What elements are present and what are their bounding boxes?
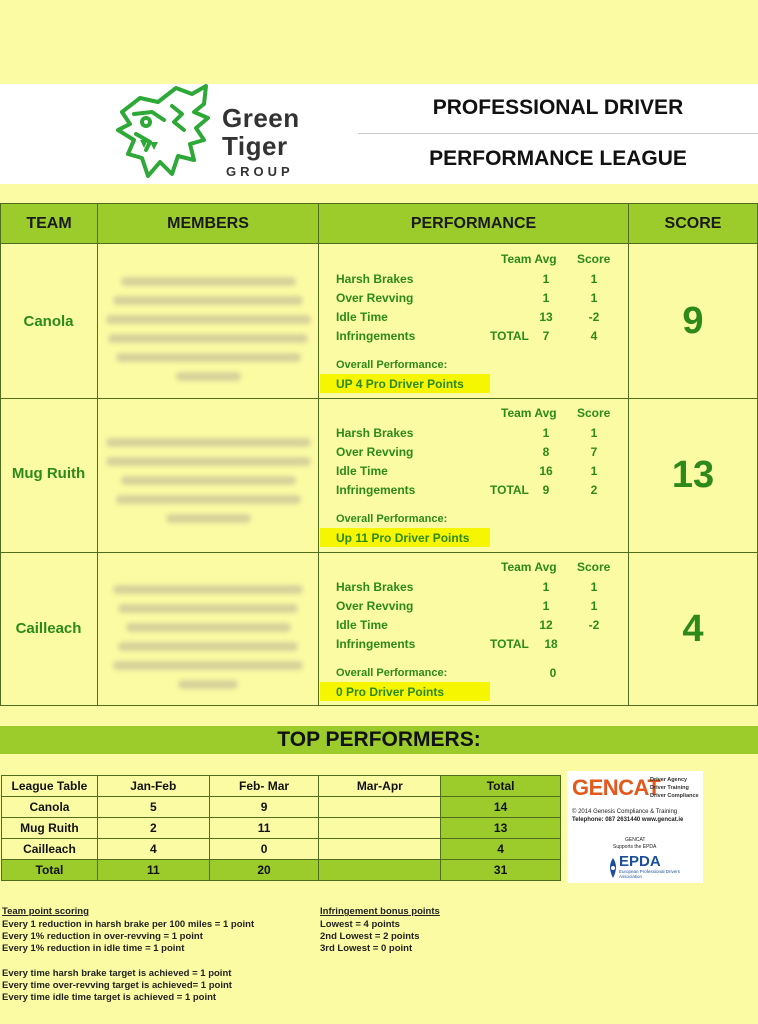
- team-avg-value: 1: [542, 599, 550, 613]
- team-avg-value: 1: [542, 426, 550, 440]
- page-title-line1: PROFESSIONAL DRIVER: [432, 96, 684, 119]
- metric-label: Over Revving: [336, 599, 414, 613]
- brand-name-line3: GROUP: [226, 164, 294, 179]
- league-team-cell: Total: [2, 860, 98, 881]
- overall-performance-badge: Up 11 Pro Driver Points: [320, 528, 490, 547]
- team-scoring-rule: Every 1% reduction in idle time = 1 point: [2, 943, 185, 954]
- league-header-cell: League Table: [2, 776, 98, 797]
- metric-label: Idle Time: [336, 618, 388, 632]
- overall-performance-label: Overall Performance:: [336, 359, 448, 371]
- league-team-cell: Canola: [2, 797, 98, 818]
- gencat-supports-line1: GENCAT: [625, 837, 646, 843]
- metric-score: 1: [590, 599, 598, 613]
- metric-label: Over Revving: [336, 291, 414, 305]
- league-total-cell: 4: [441, 839, 561, 860]
- league-table: [1, 775, 561, 881]
- team-avg-value: 16: [539, 464, 553, 478]
- members-list-redacted: [104, 277, 312, 391]
- table-row: [2, 818, 561, 839]
- column-divider: [97, 203, 98, 706]
- overall-performance-label: Overall Performance:: [336, 667, 448, 679]
- team-avg-value: 13: [539, 310, 553, 324]
- league-value-cell: [319, 860, 441, 881]
- column-divider: [318, 203, 319, 706]
- metric-score: -2: [588, 618, 600, 632]
- table-row: [2, 839, 561, 860]
- metric-score: 1: [590, 464, 598, 478]
- total-label: TOTAL: [490, 483, 529, 497]
- page-title-line2: PERFORMANCE LEAGUE: [429, 147, 687, 170]
- league-value-cell: 9: [209, 797, 319, 818]
- metric-score: -2: [588, 310, 600, 324]
- league-value-cell: [319, 818, 441, 839]
- table-row-total: [2, 860, 561, 881]
- gencat-tag: Driver Compliance: [650, 793, 699, 799]
- epda-subtitle: European Professional Drivers Association: [619, 869, 681, 879]
- infringement-bonus-rule: 3rd Lowest = 0 point: [320, 943, 413, 954]
- league-value-cell: 4: [97, 839, 209, 860]
- metric-label: Over Revving: [336, 445, 414, 459]
- overall-performance-label: Overall Performance:: [336, 513, 448, 525]
- league-header-cell: Total: [441, 776, 561, 797]
- metric-label: Harsh Brakes: [336, 272, 414, 286]
- team-name: Canola: [23, 313, 74, 330]
- metric-label: Infringements: [336, 329, 416, 343]
- league-team-cell: Mug Ruith: [2, 818, 98, 839]
- row-divider: [0, 552, 758, 553]
- metric-score: 4: [590, 329, 598, 343]
- team-scoring-title: Team point scoring: [2, 906, 89, 917]
- brand-name-line1: Green: [222, 103, 300, 133]
- team-avg-total: 7: [542, 329, 550, 343]
- gencat-tag: Driver Agency: [650, 777, 688, 783]
- team-avg-value: 1: [542, 272, 550, 286]
- metric-label: Infringements: [336, 483, 416, 497]
- green-tiger-logo: [112, 84, 312, 184]
- top-performers-heading: TOP PERFORMERS:: [0, 726, 758, 754]
- team-scoring-rule: Every 1 reduction in harsh brake per 100 miles = 1 point: [2, 919, 255, 930]
- league-team-cell: Cailleach: [2, 839, 98, 860]
- league-value-cell: 11: [209, 818, 319, 839]
- epda-logo: EPDA: [619, 853, 661, 870]
- metric-score: 1: [590, 272, 598, 286]
- brand-name-line2: Tiger: [222, 131, 288, 161]
- team-score: 9: [682, 300, 704, 342]
- gencat-telephone: Telephone: 087 2631440 www.gencat.ie: [572, 817, 684, 823]
- team-avg-header: Team Avg: [501, 560, 557, 574]
- metric-label: Infringements: [336, 637, 416, 651]
- gencat-copyright: © 2014 Genesis Compliance & Training: [572, 809, 678, 815]
- overall-performance-badge: UP 4 Pro Driver Points: [320, 374, 490, 393]
- team-name: Cailleach: [15, 620, 82, 637]
- team-avg-value: 1: [542, 580, 550, 594]
- metric-label: Idle Time: [336, 310, 388, 324]
- team-avg-value: 12: [539, 618, 553, 632]
- table-row: [2, 797, 561, 818]
- title-divider: [358, 133, 758, 134]
- gencat-logo: GENCAT: [572, 775, 661, 800]
- infringement-bonus-rule: 2nd Lowest = 2 points: [320, 931, 420, 942]
- overall-performance-value: 0: [549, 666, 557, 680]
- column-header-score: SCORE: [628, 203, 758, 244]
- metric-score: 1: [590, 426, 598, 440]
- metric-label: Harsh Brakes: [336, 580, 414, 594]
- team-scoring-rule: Every time idle time target is achieved = 1 point: [2, 992, 217, 1003]
- league-value-cell: 20: [209, 860, 319, 881]
- metric-score: 2: [590, 483, 598, 497]
- league-header-cell: Feb- Mar: [209, 776, 319, 797]
- score-header: Score: [577, 252, 611, 266]
- team-avg-total: 18: [544, 637, 558, 651]
- row-divider: [0, 398, 758, 399]
- score-header: Score: [577, 406, 611, 420]
- metric-score: 1: [590, 291, 598, 305]
- team-name: Mug Ruith: [11, 465, 86, 482]
- column-header-members: MEMBERS: [97, 203, 319, 244]
- members-list-redacted: [104, 585, 312, 699]
- team-avg-header: Team Avg: [501, 406, 557, 420]
- league-value-cell: 5: [97, 797, 209, 818]
- total-label: TOTAL: [490, 637, 529, 651]
- league-header-cell: Jan-Feb: [97, 776, 209, 797]
- members-list-redacted: [104, 438, 312, 533]
- gencat-sponsor-card: [567, 771, 703, 883]
- league-total-cell: 31: [441, 860, 561, 881]
- league-total-cell: 13: [441, 818, 561, 839]
- metric-score: 1: [590, 580, 598, 594]
- league-value-cell: 2: [97, 818, 209, 839]
- league-header-cell: Mar-Apr: [319, 776, 441, 797]
- league-header-row: [2, 776, 561, 797]
- team-scoring-rule: Every 1% reduction in over-revving = 1 point: [2, 931, 203, 942]
- metric-label: Harsh Brakes: [336, 426, 414, 440]
- gencat-tag: Driver Training: [650, 785, 689, 791]
- epda-emblem-icon: [607, 856, 619, 880]
- total-label: TOTAL: [490, 329, 529, 343]
- overall-performance-badge: 0 Pro Driver Points: [320, 682, 490, 701]
- tiger-head-icon: [112, 84, 222, 184]
- league-total-cell: 14: [441, 797, 561, 818]
- team-score: 4: [682, 608, 704, 650]
- team-scoring-rule: Every time harsh brake target is achieved = 1 point: [2, 968, 232, 979]
- gencat-supports-line2: Supports the EPDA: [613, 844, 657, 850]
- infringement-bonus-rule: Lowest = 4 points: [320, 919, 400, 930]
- league-value-cell: 0: [209, 839, 319, 860]
- team-scoring-rule: Every time over-revving target is achieved= 1 point: [2, 980, 232, 991]
- metric-label: Idle Time: [336, 464, 388, 478]
- column-header-performance: PERFORMANCE: [318, 203, 629, 244]
- team-avg-total: 9: [542, 483, 550, 497]
- column-header-team: TEAM: [0, 203, 98, 244]
- team-avg-header: Team Avg: [501, 252, 557, 266]
- team-avg-value: 1: [542, 291, 550, 305]
- league-value-cell: [319, 797, 441, 818]
- team-avg-value: 8: [542, 445, 550, 459]
- metric-score: 7: [590, 445, 598, 459]
- league-value-cell: [319, 839, 441, 860]
- infringement-bonus-title: Infringement bonus points: [320, 906, 440, 917]
- score-header: Score: [577, 560, 611, 574]
- team-score: 13: [671, 454, 715, 496]
- league-value-cell: 11: [97, 860, 209, 881]
